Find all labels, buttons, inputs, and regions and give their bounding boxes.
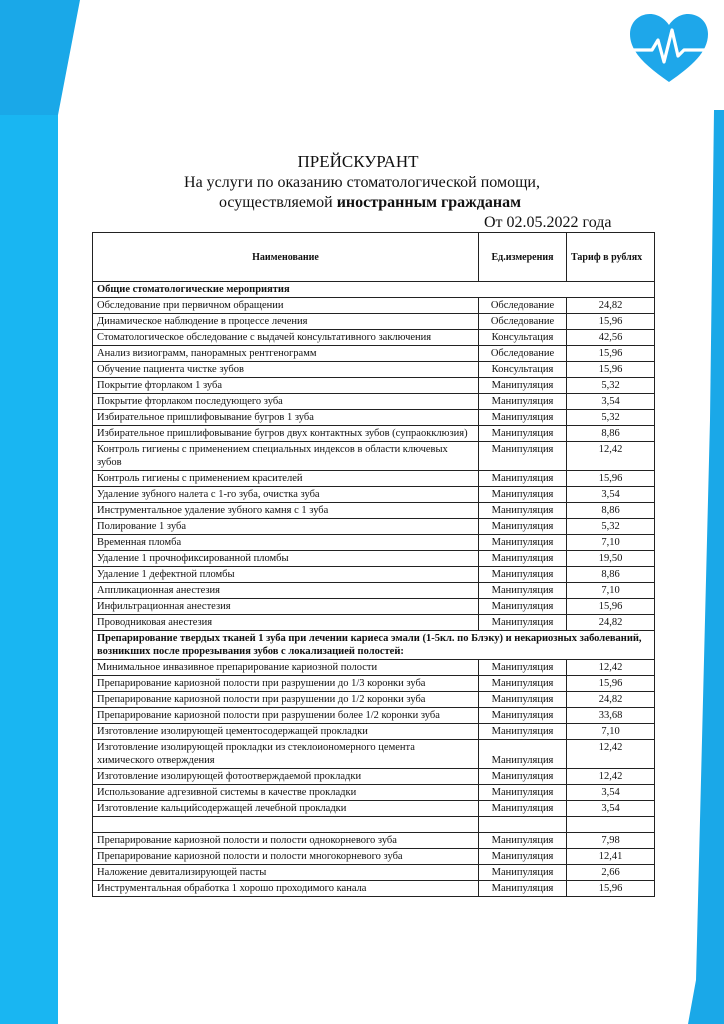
document-subtitle-line1: На услуги по оказанию стоматологической помощи, [184,174,540,191]
unit-cell: Манипуляция [479,769,567,785]
unit-cell: Манипуляция [479,567,567,583]
table-row [93,535,655,551]
price-cell: 3,54 [567,785,655,801]
service-name-cell: Обучение пациента чистке зубов [93,362,479,378]
service-name-cell: Избирательное пришлифовывание бугров двух контактных зубов (супраокклюзия) [93,426,479,442]
table-row [93,881,655,897]
unit-cell: Манипуляция [479,471,567,487]
unit-cell: Консультация [479,362,567,378]
table-row [93,378,655,394]
unit-cell: Манипуляция [479,487,567,503]
section-title: Общие стоматологические мероприятия [93,282,655,298]
table-row [93,394,655,410]
table-row [93,692,655,708]
table-header-row [93,233,655,282]
table-row [93,314,655,330]
header-name: Наименование [93,233,479,282]
price-cell: 33,68 [567,708,655,724]
table-row [93,551,655,567]
table-row [93,785,655,801]
price-cell: 15,96 [567,362,655,378]
service-name-cell: Инфильтрационная анестезия [93,599,479,615]
unit-cell: Манипуляция [479,865,567,881]
price-cell: 2,66 [567,865,655,881]
table-row [93,801,655,817]
unit-cell: Обследование [479,314,567,330]
table-row [93,519,655,535]
service-name-cell: Проводниковая анестезия [93,615,479,631]
table-row [93,567,655,583]
table-row [93,833,655,849]
unit-cell: Манипуляция [479,724,567,740]
table-row [93,298,655,314]
service-name-cell: Изготовление кальцийсодержащей лечебной прокладки [93,801,479,817]
header-unit: Ед.измерения [479,233,567,282]
section-row [93,282,655,298]
service-name-cell: Контроль гигиены с применением красителей [93,471,479,487]
price-cell: 24,82 [567,298,655,314]
table-row [93,724,655,740]
blank-cell [479,817,567,833]
unit-cell: Обследование [479,346,567,362]
price-cell: 12,42 [567,740,655,769]
price-cell: 15,96 [567,346,655,362]
price-cell: 3,54 [567,487,655,503]
unit-cell: Манипуляция [479,708,567,724]
service-name-cell: Препарирование кариозной полости при разрушении до 1/2 коронки зуба [93,692,479,708]
price-cell: 3,54 [567,394,655,410]
price-cell: 15,96 [567,676,655,692]
price-cell: 24,82 [567,615,655,631]
table-row [93,615,655,631]
service-name-cell: Препарирование кариозной полости при разрушении до 1/3 коронки зуба [93,676,479,692]
table-row [93,583,655,599]
unit-cell: Манипуляция [479,692,567,708]
unit-cell: Манипуляция [479,535,567,551]
price-cell: 8,86 [567,567,655,583]
blank-cell [93,817,479,833]
table-row [93,487,655,503]
unit-cell: Манипуляция [479,785,567,801]
unit-cell: Манипуляция [479,551,567,567]
document-date: От 02.05.2022 года [484,214,612,231]
service-name-cell: Аппликационная анестезия [93,583,479,599]
unit-cell: Манипуляция [479,583,567,599]
table-row [93,442,655,471]
service-name-cell: Динамическое наблюдение в процессе лечения [93,314,479,330]
service-name-cell: Наложение девитализирующей пасты [93,865,479,881]
table-row [93,849,655,865]
price-cell: 12,42 [567,769,655,785]
price-cell: 12,42 [567,660,655,676]
document-subtitle-line2 [8,194,724,212]
subtitle-prefix: осуществляемой [219,194,337,211]
price-cell: 15,96 [567,314,655,330]
price-cell: 15,96 [567,881,655,897]
unit-cell: Манипуляция [479,833,567,849]
table-row [93,708,655,724]
unit-cell: Манипуляция [479,426,567,442]
unit-cell: Манипуляция [479,503,567,519]
table-row [93,769,655,785]
service-name-cell: Удаление зубного налета с 1-го зуба, очистка зуба [93,487,479,503]
table-row [93,362,655,378]
price-cell: 7,10 [567,724,655,740]
price-cell: 7,10 [567,583,655,599]
unit-cell: Манипуляция [479,378,567,394]
service-name-cell: Препарирование кариозной полости при разрушении более 1/2 коронки зуба [93,708,479,724]
service-name-cell: Избирательное пришлифовывание бугров 1 зуба [93,410,479,426]
price-cell: 5,32 [567,378,655,394]
price-table [92,232,655,897]
subtitle-bold: иностранным гражданам [336,194,521,211]
service-name-cell: Препарирование кариозной полости и полости однокорневого зуба [93,833,479,849]
table-row [93,660,655,676]
unit-cell: Консультация [479,330,567,346]
unit-cell: Манипуляция [479,740,567,769]
service-name-cell: Препарирование кариозной полости и полости многокорневого зуба [93,849,479,865]
section-row [93,631,655,660]
service-name-cell: Изготовление изолирующей прокладки из стеклоиономерного цемента химического отверждения [93,740,479,769]
service-name-cell: Покрытие фторлаком последующего зуба [93,394,479,410]
price-cell: 5,32 [567,519,655,535]
price-table-body [93,282,655,897]
service-name-cell: Инструментальное удаление зубного камня с 1 зуба [93,503,479,519]
price-cell: 15,96 [567,599,655,615]
unit-cell: Манипуляция [479,599,567,615]
price-cell: 7,98 [567,833,655,849]
unit-cell: Манипуляция [479,660,567,676]
service-name-cell: Использование адгезивной системы в качестве прокладки [93,785,479,801]
table-row [93,346,655,362]
price-cell: 8,86 [567,503,655,519]
service-name-cell: Удаление 1 дефектной пломбы [93,567,479,583]
unit-cell: Манипуляция [479,410,567,426]
price-cell: 7,10 [567,535,655,551]
header-price: Тариф в рублях [567,233,655,282]
heart-pulse-icon [626,10,712,86]
blank-row [93,817,655,833]
blank-cell [567,817,655,833]
unit-cell: Манипуляция [479,442,567,471]
price-cell: 12,42 [567,442,655,471]
table-row [93,426,655,442]
unit-cell: Манипуляция [479,615,567,631]
price-cell: 8,86 [567,426,655,442]
price-cell: 15,96 [567,471,655,487]
unit-cell: Манипуляция [479,676,567,692]
unit-cell: Обследование [479,298,567,314]
service-name-cell: Изготовление изолирующей фотоотверждаемой прокладки [93,769,479,785]
table-row [93,503,655,519]
unit-cell: Манипуляция [479,394,567,410]
table-row [93,330,655,346]
service-name-cell: Временная пломба [93,535,479,551]
price-cell: 24,82 [567,692,655,708]
table-row [93,865,655,881]
service-name-cell: Минимальное инвазивное препарирование кариозной полости [93,660,479,676]
unit-cell: Манипуляция [479,519,567,535]
service-name-cell: Инструментальная обработка 1 хорошо проходимого канала [93,881,479,897]
table-row [93,676,655,692]
table-row [93,410,655,426]
price-cell: 19,50 [567,551,655,567]
section-title: Препарирование твердых тканей 1 зуба при лечении кариеса эмали (1-5кл. по Блэку) и некариозных заболеваний, возникших после прорезывания зубов с локализацией полостей: [93,631,655,660]
unit-cell: Манипуляция [479,801,567,817]
service-name-cell: Удаление 1 прочнофиксированной пломбы [93,551,479,567]
service-name-cell: Покрытие фторлаком 1 зуба [93,378,479,394]
service-name-cell: Изготовление изолирующей цементосодержащей прокладки [93,724,479,740]
unit-cell: Манипуляция [479,849,567,865]
price-cell: 42,56 [567,330,655,346]
left-decor-band [0,115,58,1024]
service-name-cell: Стоматологическое обследование с выдачей консультативного заключения [93,330,479,346]
service-name-cell: Полирование 1 зуба [93,519,479,535]
document-title: ПРЕЙСКУРАНТ [297,152,419,171]
price-cell: 5,32 [567,410,655,426]
service-name-cell: Контроль гигиены с применением специальных индексов в области ключевых зубов [93,442,479,471]
service-name-cell: Обследование при первичном обращении [93,298,479,314]
price-cell: 12,41 [567,849,655,865]
unit-cell: Манипуляция [479,881,567,897]
service-name-cell: Анализ визиограмм, панорамных рентгенограмм [93,346,479,362]
table-row [93,471,655,487]
table-row [93,740,655,769]
price-cell: 3,54 [567,801,655,817]
table-row [93,599,655,615]
